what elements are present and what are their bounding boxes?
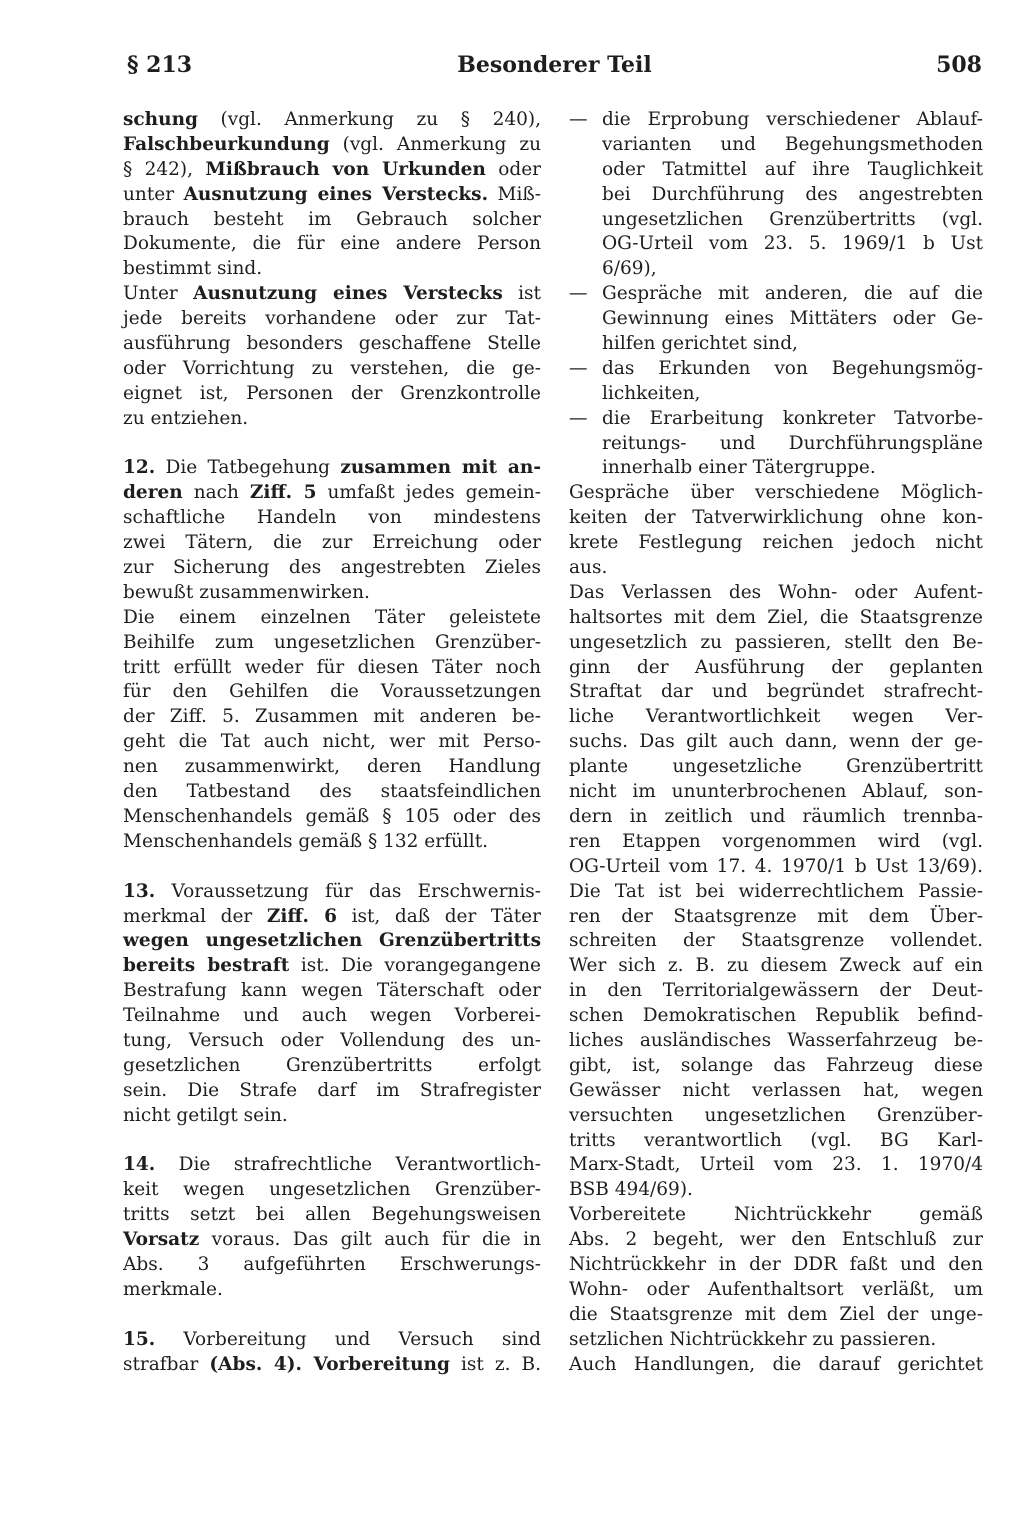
paragraph-number: 13. — [123, 880, 156, 902]
text-span: Die strafrechtliche Verantwortlich- — [155, 1154, 541, 1176]
text-line: Gewässer nicht verlassen hat, wegen — [569, 1079, 983, 1101]
text-line: eignet ist, Personen der Grenzkontrolle — [123, 382, 541, 404]
text-line: schen Demokratischen Republik befind- — [569, 1005, 983, 1027]
text-line: Die Tat ist bei widerrechtlichem Passie- — [569, 880, 983, 902]
dash-bullet: — — [569, 357, 588, 379]
text-line: Marx-Stadt, Urteil vom 23. 1. 1970/4 — [569, 1154, 983, 1176]
bold-term: Falschbeurkundung — [123, 133, 330, 155]
text-line — [123, 282, 541, 307]
text-line: varianten und Begehungsmethoden — [602, 133, 983, 155]
text-line: krete Festlegung reichen jedoch nicht — [569, 532, 983, 554]
text-line: der Ziff. 5. Zusammen mit anderen be- — [123, 706, 541, 728]
text-line: jede bereits vorhandene oder zur Tat- — [123, 308, 541, 330]
text-span: (vgl. Anmerkung zu — [329, 133, 541, 155]
paragraph-gap — [123, 432, 541, 457]
text-line: geht die Tat auch nicht, wer mit Perso- — [123, 731, 541, 753]
text-line — [123, 929, 541, 954]
text-line: lichkeiten, — [602, 382, 701, 404]
text-line: Das Verlassen des Wohn- oder Aufent- — [569, 581, 983, 603]
text-span: Vorbereitung und Versuch sind — [155, 1328, 541, 1350]
text-line: Auch Handlungen, die darauf gerichtet — [569, 1353, 983, 1375]
text-span: ist — [502, 283, 541, 305]
text-line: nicht getilgt sein. — [123, 1104, 288, 1126]
text-span: die Erarbeitung konkreter Tatvorbe- — [602, 407, 983, 429]
text-line: tritt erfüllt weder für diesen Täter noch — [123, 656, 541, 678]
text-line: Die einem einzelnen Täter geleistete — [123, 606, 541, 628]
paragraph-15-heading — [123, 1328, 541, 1353]
text-span: ist. Die vorangegangene — [289, 955, 541, 977]
text-line: aus. — [569, 557, 608, 579]
text-line: nen zusammenwirkt, deren Handlung — [123, 756, 541, 778]
text-line: schreiten der Staatsgrenze vollendet. — [569, 930, 983, 952]
paragraph-gap — [123, 1303, 541, 1328]
text-line — [123, 905, 541, 930]
text-line: sein. Die Strafe darf im Strafregister — [123, 1079, 541, 1101]
text-line: Abs. 2 begeht, wer den Entschluß zur — [569, 1229, 983, 1251]
section-number: § 213 — [127, 52, 193, 78]
dash-bullet: — — [569, 283, 588, 305]
text-span: § 242), — [123, 158, 206, 180]
paragraph-number: 15. — [123, 1328, 156, 1350]
text-line — [123, 481, 541, 506]
text-line: dern in zeitlich und räumlich trennba- — [569, 805, 983, 827]
text-line: Wohn- oder Aufenthaltsort verläßt, um — [569, 1278, 983, 1300]
bold-term: Ziff. 5 — [249, 482, 317, 504]
text-span: (vgl. Anmerkung zu § 240), — [197, 109, 541, 130]
text-span: Die Tatbegehung — [155, 457, 341, 479]
text-span: Unter — [123, 283, 194, 305]
text-line — [123, 108, 541, 133]
text-line: hilfen gerichtet sind, — [602, 333, 798, 355]
text-line: liche Verantwortlichkeit wegen Ver- — [569, 706, 983, 728]
paragraph-gap — [123, 1129, 541, 1154]
text-line: Wer sich z. B. zu diesem Zweck auf ein — [569, 955, 983, 977]
text-span: voraus. Das gilt auch für die in — [199, 1229, 541, 1251]
text-line: haltsortes mit dem Ziel, die Staatsgrenze — [569, 606, 983, 628]
text-span: unter — [123, 183, 184, 205]
text-span: strafbar — [123, 1353, 210, 1375]
text-line: die Staatsgrenze mit dem Ziel der unge- — [569, 1303, 983, 1325]
text-line: in den Territorialgewässern der Deut- — [569, 980, 983, 1002]
paragraph-12-heading — [123, 456, 541, 481]
text-span: ist, daß der Täter — [337, 905, 541, 927]
text-line: Menschenhandels gemäß § 105 oder des — [123, 805, 541, 827]
page-number: 508 — [936, 52, 982, 78]
text-span: oder — [485, 158, 541, 180]
text-line: keit wegen ungesetzlichen Grenzüber- — [123, 1179, 541, 1201]
dash-list-item — [569, 108, 983, 133]
text-line: BSB 494/69). — [569, 1179, 693, 1201]
text-span: merkmal der — [123, 905, 267, 927]
text-line — [123, 954, 541, 979]
bold-term: deren — [123, 482, 183, 504]
bold-term: Mißbrauch von Urkunden — [205, 158, 486, 180]
text-line: ausführung besonders geschaffene Stelle — [123, 333, 541, 355]
text-span: Voraussetzung für das Erschwernis- — [155, 880, 541, 902]
text-line: gesetzlichen Grenzübertritts erfolgt — [123, 1054, 541, 1076]
text-line: zur Sicherung des angestrebten Zieles — [123, 557, 541, 579]
text-line: Teilnahme und auch wegen Vorberei- — [123, 1005, 541, 1027]
text-line: ginn der Ausführung der geplanten — [569, 656, 983, 678]
text-span: nach — [182, 482, 250, 504]
text-line: Beihilfe zum ungesetzlichen Grenzüber- — [123, 631, 541, 653]
dash-bullet: — — [569, 109, 588, 130]
bold-term: (Abs. 4). Vorbereitung — [209, 1353, 450, 1375]
text-line: gibt, ist, solange das Fahrzeug diese — [569, 1054, 983, 1076]
paragraph-number: 12. — [123, 457, 156, 479]
paragraph-gap — [123, 855, 541, 880]
bold-term: Ziff. 6 — [266, 905, 337, 927]
left-column — [123, 108, 541, 1377]
text-line: oder Vorrichtung zu verstehen, die ge- — [123, 357, 541, 379]
text-line: Bestrafung kann wegen Täterschaft oder — [123, 980, 541, 1002]
text-line: bei Durchführung des angestrebten — [602, 183, 983, 205]
text-line: Vorbereitete Nichtrückkehr gemäß — [569, 1204, 983, 1226]
bold-term: zusammen mit an- — [340, 457, 542, 479]
dash-list-item — [569, 357, 983, 382]
text-span: Miß- — [488, 183, 541, 205]
text-line: OG-Urteil vom 23. 5. 1969/1 b Ust — [602, 233, 983, 255]
text-span: umfaßt jedes gemein- — [316, 482, 541, 504]
text-line: merkmale. — [123, 1278, 223, 1300]
text-line: Straftat dar und begründet strafrecht- — [569, 681, 983, 703]
text-line: tung, Versuch oder Vollendung des un- — [123, 1029, 541, 1051]
header-title: Besonderer Teil — [457, 52, 652, 78]
text-line: 6/69), — [602, 258, 657, 280]
text-line: setzlichen Nichtrückkehr zu passieren. — [569, 1328, 937, 1350]
text-line — [123, 183, 541, 208]
text-line: nicht im ununterbrochenen Ablauf, son- — [569, 781, 983, 803]
bold-term: wegen ungesetzlichen Grenzübertritts — [123, 930, 541, 952]
text-line: Gewinnung eines Mittäters oder Ge- — [602, 308, 983, 330]
text-line: schaftliche Handeln von mindestens — [123, 507, 541, 529]
text-line: brauch besteht im Gebrauch solcher — [123, 208, 541, 230]
text-line: Gespräche über verschiedene Möglich- — [569, 482, 983, 504]
paragraph-13-heading — [123, 880, 541, 905]
bold-term: Ausnutzung eines Verstecks. — [183, 183, 489, 205]
running-header — [127, 52, 982, 88]
text-line: Abs. 3 aufgeführten Erschwerungs- — [123, 1253, 541, 1275]
text-line: ungesetzlich zu passieren, stellt den Be- — [569, 631, 983, 653]
text-span: die Erprobung verschiedener Ablauf- — [602, 109, 983, 130]
bold-term: bereits bestraft — [123, 955, 290, 977]
text-line — [123, 1353, 541, 1378]
text-line: innerhalb einer Tätergruppe. — [602, 457, 876, 479]
text-line: plante ungesetzliche Grenzübertritt — [569, 756, 983, 778]
text-line: für den Gehilfen die Voraussetzungen — [123, 681, 541, 703]
text-span: das Erkunden von Begehungsmög- — [602, 357, 983, 379]
text-line: bestimmt sind. — [123, 258, 263, 280]
text-line: zwei Tätern, die zur Erreichung oder — [123, 532, 541, 554]
text-line: reitungs- und Durchführungspläne — [602, 432, 983, 454]
right-column — [569, 108, 983, 1377]
dash-list-item — [569, 407, 983, 432]
text-line: suchs. Das gilt auch dann, wenn der ge- — [569, 731, 983, 753]
text-line: tritts setzt bei allen Begehungsweisen — [123, 1204, 541, 1226]
text-line: Nichtrückkehr in der DDR faßt und den — [569, 1253, 983, 1275]
text-line: zu entziehen. — [123, 407, 249, 429]
text-line: bewußt zusammenwirken. — [123, 581, 370, 603]
text-line: oder Tatmittel auf ihre Tauglichkeit — [602, 158, 983, 180]
text-line: versuchten ungesetzlichen Grenzüber- — [569, 1104, 983, 1126]
text-line: ren der Staatsgrenze mit dem Über- — [569, 905, 983, 927]
text-line: keiten der Tatverwirklichung ohne kon- — [569, 507, 983, 529]
text-line — [123, 1228, 541, 1253]
bold-term: Ausnutzung eines Verstecks — [193, 283, 503, 305]
text-line: ren Etappen vorgenommen wird (vgl. — [569, 830, 983, 852]
text-line: OG-Urteil vom 17. 4. 1970/1 b Ust 13/69). — [569, 855, 983, 877]
text-line — [123, 158, 541, 183]
bold-term: Vorsatz — [123, 1229, 200, 1251]
text-span: ist z. B. — [449, 1353, 541, 1375]
bold-term: schung — [123, 109, 198, 130]
text-line — [123, 133, 541, 158]
text-line: den Tatbestand des staatsfeindlichen — [123, 781, 541, 803]
paragraph-14-heading — [123, 1153, 541, 1178]
text-line: liches ausländisches Wasserfahrzeug be- — [569, 1029, 983, 1051]
text-line: tritts verantwortlich (vgl. BG Karl- — [569, 1129, 983, 1151]
text-line: ungesetzlichen Grenzübertritts (vgl. — [602, 208, 983, 230]
dash-list-item — [569, 282, 983, 307]
text-span: Gespräche mit anderen, die auf die — [602, 283, 983, 305]
text-line: Dokumente, die für eine andere Person — [123, 233, 541, 255]
dash-bullet: — — [569, 407, 588, 429]
text-line: Menschenhandels gemäß § 132 erfüllt. — [123, 830, 489, 852]
paragraph-number: 14. — [123, 1154, 156, 1176]
